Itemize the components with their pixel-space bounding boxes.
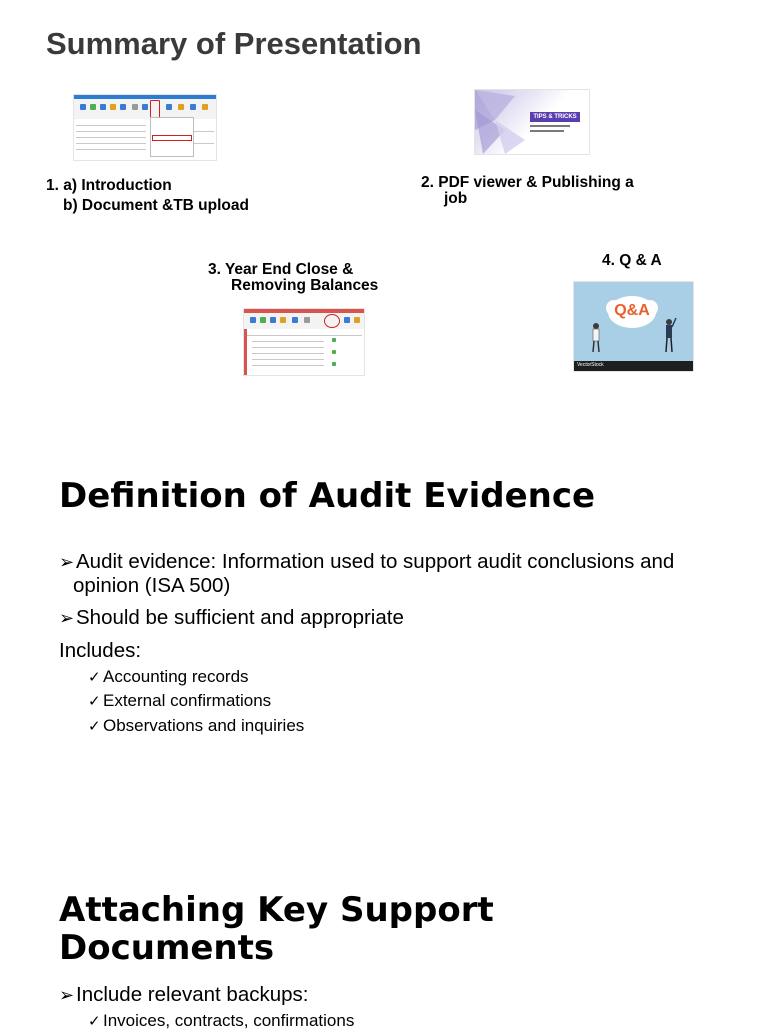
check-icon: ✓: [88, 718, 101, 735]
q-and-a-footer: [574, 361, 693, 371]
check-icon: ✓: [88, 1013, 101, 1030]
summary-item-2-line1: 2. PDF viewer & Publishing a: [421, 174, 634, 191]
summary-item-2-line2: job: [444, 190, 468, 207]
tips-banner: TIPS & TRICKS: [530, 112, 580, 122]
summary-item-1-line2: b) Document &TB upload: [63, 197, 249, 214]
q-and-a-image: [573, 281, 694, 372]
summary-item-3-line1: 3. Year End Close &: [208, 261, 354, 278]
bullet-audit-evidence: [59, 550, 739, 574]
document-upload-screenshot: [73, 94, 217, 161]
includes-label: Includes:: [59, 639, 142, 662]
summary-item-1-number: 1.: [46, 177, 59, 194]
check-item-accounting-text: Accounting records: [103, 667, 249, 686]
check-icon: ✓: [88, 669, 101, 686]
year-end-close-screenshot: [243, 308, 365, 376]
support-docs-heading-line1: Attaching Key Support: [59, 890, 494, 930]
q-and-a-bubble-text: Q&A: [614, 302, 650, 319]
bullet-audit-evidence-text: Audit evidence: Information used to support audit conclusions and: [76, 550, 675, 573]
check-icon: ✓: [88, 693, 101, 710]
arrow-bullet-icon: ➢: [59, 985, 75, 1005]
tips-and-tricks-image: [474, 89, 590, 155]
bullet-include-backups-text: Include relevant backups:: [76, 983, 309, 1006]
check-item-observations: [88, 715, 304, 738]
summary-item-1-line1: a) Introduction: [63, 177, 172, 194]
check-item-invoices: [88, 1010, 354, 1033]
bullet-include-backups: [59, 983, 308, 1007]
summary-item-3-line2: Removing Balances: [231, 277, 379, 294]
bullet-audit-evidence-cont: opinion (ISA 500): [73, 574, 231, 597]
check-item-invoices-text: Invoices, contracts, confirmations: [103, 1011, 355, 1030]
q-and-a-footer-text: VectorStock: [577, 362, 604, 368]
bullet-sufficient-text: Should be sufficient and appropriate: [76, 606, 404, 629]
check-item-confirmations: [88, 690, 271, 713]
summary-title: Summary of Presentation: [46, 26, 422, 61]
check-item-accounting: [88, 666, 249, 689]
support-docs-heading-line2: Documents: [59, 928, 275, 968]
arrow-bullet-icon: ➢: [59, 552, 75, 572]
check-item-confirmations-text: External confirmations: [103, 691, 272, 710]
check-item-observations-text: Observations and inquiries: [103, 716, 305, 735]
summary-item-1: [46, 177, 172, 195]
arrow-bullet-icon: ➢: [59, 608, 75, 628]
summary-item-4: 4. Q & A: [602, 252, 662, 269]
bullet-sufficient: [59, 606, 404, 630]
audit-evidence-heading: Definition of Audit Evidence: [59, 476, 596, 516]
